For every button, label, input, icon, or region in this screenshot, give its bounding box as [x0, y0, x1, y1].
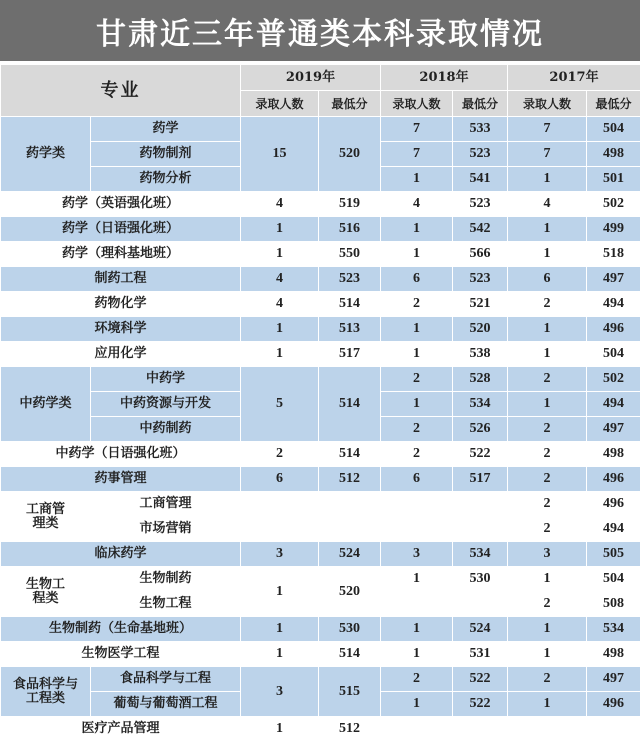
min-2017-cell: 505 — [587, 542, 640, 567]
min-2017-cell: 496 — [587, 692, 640, 717]
count-2017-cell: 1 — [508, 392, 587, 417]
min-2017-cell: 504 — [587, 117, 640, 142]
count-2018-cell — [381, 717, 453, 742]
count-2017-cell: 2 — [508, 467, 587, 492]
min-2017-cell: 499 — [587, 217, 640, 242]
count-2017-cell: 4 — [508, 192, 587, 217]
group-cell — [1, 492, 91, 542]
table-row — [1, 342, 640, 367]
count-2017-cell: 7 — [508, 117, 587, 142]
count-2017-cell: 2 — [508, 292, 587, 317]
min-2019-cell: 514 — [319, 292, 381, 317]
min-2017-cell: 496 — [587, 467, 640, 492]
min-2019-cell: 519 — [319, 192, 381, 217]
count-2018-cell: 2 — [381, 667, 453, 692]
min-2018-cell: 523 — [453, 142, 508, 167]
count-2018-cell — [381, 492, 453, 517]
count-2019-cell: 1 — [241, 242, 319, 267]
min-2018-cell: 521 — [453, 292, 508, 317]
min-2019-cell: 512 — [319, 467, 381, 492]
table-row — [1, 442, 640, 467]
min-2018-cell: 526 — [453, 417, 508, 442]
min-2018-cell: 522 — [453, 692, 508, 717]
major-cell: 环境科学 — [1, 317, 241, 342]
count-2019-cell — [241, 517, 319, 542]
page-title: 甘肃近三年普通类本科录取情况 — [0, 0, 640, 64]
min-2017-cell: 497 — [587, 667, 640, 692]
table-row — [1, 717, 640, 742]
count-2017-cell: 1 — [508, 642, 587, 667]
count-2017-cell: 1 — [508, 342, 587, 367]
count-2018-cell: 1 — [381, 317, 453, 342]
min-2019-cell: 523 — [319, 267, 381, 292]
count-2017-cell: 6 — [508, 267, 587, 292]
count-2019-cell: 1 — [241, 217, 319, 242]
table-row — [1, 367, 640, 392]
min-2019-cell — [319, 492, 381, 517]
count-2018-cell: 1 — [381, 692, 453, 717]
count-2017-cell: 1 — [508, 692, 587, 717]
count-2019-cell: 3 — [241, 667, 319, 717]
header-count-2018: 录取人数 — [381, 91, 453, 117]
min-2019-cell — [319, 517, 381, 542]
count-2019-cell: 1 — [241, 717, 319, 742]
min-2018-cell: 530 — [453, 567, 508, 592]
major-cell: 葡萄与葡萄酒工程 — [91, 692, 241, 717]
count-2018-cell: 1 — [381, 617, 453, 642]
min-2017-cell: 494 — [587, 292, 640, 317]
min-2018-cell: 523 — [453, 267, 508, 292]
count-2017-cell: 1 — [508, 617, 587, 642]
table-row — [1, 617, 640, 642]
group-label: 生物工程类 — [25, 576, 65, 606]
table-row — [1, 567, 640, 592]
major-cell: 制药工程 — [1, 267, 241, 292]
count-2017-cell: 1 — [508, 567, 587, 592]
min-2019-cell: 520 — [319, 567, 381, 617]
min-2019-cell: 514 — [319, 442, 381, 467]
count-2018-cell: 3 — [381, 542, 453, 567]
count-2018-cell: 1 — [381, 392, 453, 417]
min-2017-cell: 497 — [587, 267, 640, 292]
major-cell: 中药学 — [91, 367, 241, 392]
count-2018-cell: 1 — [381, 642, 453, 667]
min-2018-cell: 523 — [453, 192, 508, 217]
count-2018-cell: 1 — [381, 242, 453, 267]
min-2018-cell: 517 — [453, 467, 508, 492]
count-2017-cell: 1 — [508, 217, 587, 242]
count-2017-cell: 1 — [508, 242, 587, 267]
table-row — [1, 542, 640, 567]
count-2017-cell: 2 — [508, 417, 587, 442]
min-2017-cell: 502 — [587, 367, 640, 392]
count-2018-cell: 2 — [381, 292, 453, 317]
major-cell: 生物工程 — [91, 592, 241, 617]
table-row — [1, 667, 640, 692]
header-count-2017: 录取人数 — [508, 91, 587, 117]
header-year-2018: 2018年 — [381, 65, 508, 91]
min-2018-cell: 534 — [453, 542, 508, 567]
min-2017-cell: 502 — [587, 192, 640, 217]
header-count-2019: 录取人数 — [241, 91, 319, 117]
min-2017-cell: 498 — [587, 442, 640, 467]
major-cell: 工商管理 — [91, 492, 241, 517]
count-2019-cell: 1 — [241, 317, 319, 342]
major-cell: 药学（英语强化班） — [1, 192, 241, 217]
min-2019-cell: 514 — [319, 642, 381, 667]
count-2018-cell — [381, 592, 453, 617]
min-2019-cell: 512 — [319, 717, 381, 742]
table-row — [1, 192, 640, 217]
major-cell: 医疗产品管理 — [1, 717, 241, 742]
min-2017-cell: 501 — [587, 167, 640, 192]
min-2019-cell: 524 — [319, 542, 381, 567]
min-2018-cell: 531 — [453, 642, 508, 667]
min-2017-cell: 496 — [587, 317, 640, 342]
min-2019-cell: 515 — [319, 667, 381, 717]
min-2018-cell: 528 — [453, 367, 508, 392]
count-2018-cell: 1 — [381, 567, 453, 592]
min-2017-cell: 498 — [587, 642, 640, 667]
count-2018-cell: 7 — [381, 117, 453, 142]
count-2018-cell: 2 — [381, 442, 453, 467]
min-2018-cell: 533 — [453, 117, 508, 142]
major-cell: 药物制剂 — [91, 142, 241, 167]
admission-table — [0, 64, 640, 742]
min-2018-cell: 542 — [453, 217, 508, 242]
major-cell: 中药学（日语强化班） — [1, 442, 241, 467]
major-cell: 药学（日语强化班） — [1, 217, 241, 242]
min-2018-cell: 520 — [453, 317, 508, 342]
min-2017-cell: 508 — [587, 592, 640, 617]
major-cell: 应用化学 — [1, 342, 241, 367]
min-2018-cell: 534 — [453, 392, 508, 417]
count-2017-cell: 2 — [508, 517, 587, 542]
count-2017-cell: 2 — [508, 367, 587, 392]
count-2018-cell: 7 — [381, 142, 453, 167]
min-2019-cell: 530 — [319, 617, 381, 642]
table-row — [1, 517, 640, 542]
table-row — [1, 642, 640, 667]
count-2017-cell: 3 — [508, 542, 587, 567]
table-row — [1, 242, 640, 267]
count-2017-cell: 2 — [508, 442, 587, 467]
count-2017-cell: 2 — [508, 592, 587, 617]
count-2019-cell: 15 — [241, 117, 319, 192]
min-2017-cell — [587, 717, 640, 742]
count-2019-cell: 4 — [241, 267, 319, 292]
count-2018-cell: 1 — [381, 342, 453, 367]
header-major: 专业 — [1, 65, 241, 117]
major-cell: 药物分析 — [91, 167, 241, 192]
min-2019-cell: 520 — [319, 117, 381, 192]
count-2018-cell — [381, 517, 453, 542]
count-2019-cell: 4 — [241, 292, 319, 317]
min-2017-cell: 498 — [587, 142, 640, 167]
count-2017-cell: 7 — [508, 142, 587, 167]
count-2019-cell: 1 — [241, 642, 319, 667]
min-2017-cell: 504 — [587, 567, 640, 592]
count-2019-cell: 4 — [241, 192, 319, 217]
min-2018-cell: 524 — [453, 617, 508, 642]
count-2017-cell: 1 — [508, 317, 587, 342]
count-2019-cell: 6 — [241, 467, 319, 492]
count-2017-cell: 2 — [508, 492, 587, 517]
min-2017-cell: 518 — [587, 242, 640, 267]
min-2018-cell: 541 — [453, 167, 508, 192]
count-2018-cell: 4 — [381, 192, 453, 217]
min-2018-cell: 538 — [453, 342, 508, 367]
min-2017-cell: 504 — [587, 342, 640, 367]
min-2019-cell: 516 — [319, 217, 381, 242]
table-row — [1, 117, 640, 142]
min-2019-cell: 550 — [319, 242, 381, 267]
major-cell: 临床药学 — [1, 542, 241, 567]
table-row — [1, 492, 640, 517]
min-2017-cell: 496 — [587, 492, 640, 517]
table-row — [1, 267, 640, 292]
count-2018-cell: 6 — [381, 267, 453, 292]
min-2018-cell — [453, 517, 508, 542]
major-cell: 生物医学工程 — [1, 642, 241, 667]
count-2019-cell: 5 — [241, 367, 319, 442]
major-cell: 市场营销 — [91, 517, 241, 542]
min-2017-cell: 494 — [587, 392, 640, 417]
header-min-2019: 最低分 — [319, 91, 381, 117]
major-cell: 药物化学 — [1, 292, 241, 317]
count-2018-cell: 1 — [381, 217, 453, 242]
count-2018-cell: 1 — [381, 167, 453, 192]
min-2018-cell: 522 — [453, 667, 508, 692]
major-cell: 药学（理科基地班） — [1, 242, 241, 267]
min-2018-cell — [453, 492, 508, 517]
count-2018-cell: 2 — [381, 367, 453, 392]
header-min-2018: 最低分 — [453, 91, 508, 117]
min-2018-cell: 566 — [453, 242, 508, 267]
count-2019-cell: 1 — [241, 617, 319, 642]
major-cell: 生物制药（生命基地班） — [1, 617, 241, 642]
count-2019-cell: 1 — [241, 342, 319, 367]
count-2017-cell: 1 — [508, 167, 587, 192]
group-label: 食品科学与工程类 — [12, 676, 78, 706]
min-2018-cell — [453, 717, 508, 742]
group-label: 工商管理类 — [25, 501, 65, 531]
count-2018-cell: 2 — [381, 417, 453, 442]
header-year-2017: 2017年 — [508, 65, 640, 91]
count-2018-cell: 6 — [381, 467, 453, 492]
major-cell: 药学 — [91, 117, 241, 142]
min-2019-cell: 513 — [319, 317, 381, 342]
group-cell: 药学类 — [1, 117, 91, 192]
table-row — [1, 317, 640, 342]
count-2019-cell: 1 — [241, 567, 319, 617]
min-2019-cell: 514 — [319, 367, 381, 442]
count-2019-cell: 2 — [241, 442, 319, 467]
group-cell: 中药学类 — [1, 367, 91, 442]
group-cell — [1, 667, 91, 717]
major-cell: 中药制药 — [91, 417, 241, 442]
min-2018-cell: 522 — [453, 442, 508, 467]
min-2019-cell: 517 — [319, 342, 381, 367]
major-cell: 生物制药 — [91, 567, 241, 592]
header-min-2017: 最低分 — [587, 91, 640, 117]
min-2018-cell — [453, 592, 508, 617]
table-row — [1, 467, 640, 492]
header-year-2019: 2019年 — [241, 65, 381, 91]
count-2017-cell: 2 — [508, 667, 587, 692]
min-2017-cell: 534 — [587, 617, 640, 642]
major-cell: 药事管理 — [1, 467, 241, 492]
table-row — [1, 217, 640, 242]
count-2017-cell — [508, 717, 587, 742]
min-2017-cell: 497 — [587, 417, 640, 442]
group-cell — [1, 567, 91, 617]
table-row — [1, 292, 640, 317]
major-cell: 食品科学与工程 — [91, 667, 241, 692]
min-2017-cell: 494 — [587, 517, 640, 542]
count-2019-cell — [241, 492, 319, 517]
major-cell: 中药资源与开发 — [91, 392, 241, 417]
count-2019-cell: 3 — [241, 542, 319, 567]
